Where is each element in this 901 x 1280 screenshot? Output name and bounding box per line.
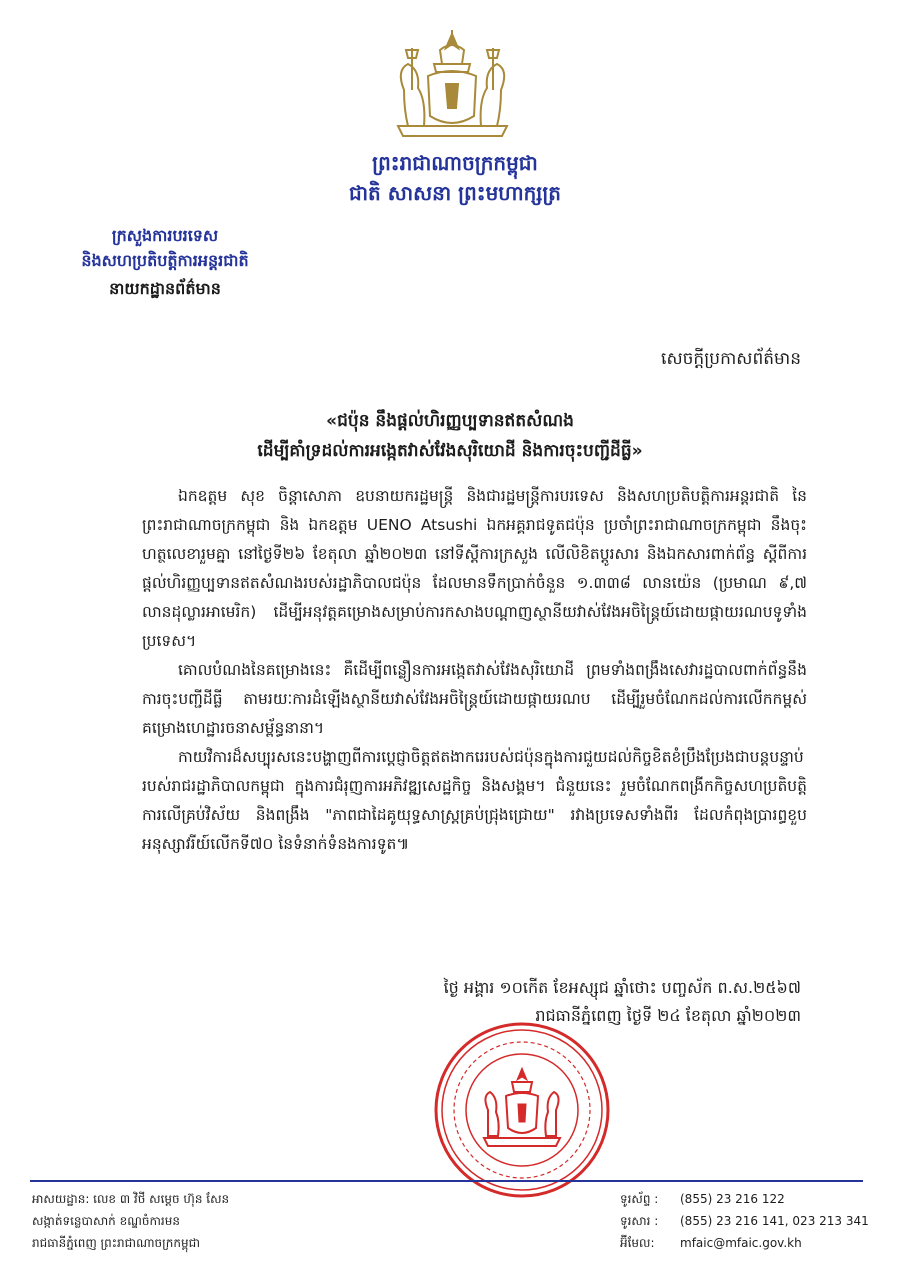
gregorian-date: រាជធានីភ្នំពេញ ថ្ងៃទី ២៤ ខែតុលា ឆ្នាំ២០២៣ — [535, 1006, 801, 1025]
email-address: mfaic@mfaic.gov.kh — [680, 1236, 802, 1250]
footer-contacts — [620, 1188, 869, 1254]
official-seal-icon — [432, 1020, 612, 1200]
phone-row — [620, 1188, 869, 1210]
lunar-date: ថ្ងៃ អង្គារ ១០កើត ខែអស្សុជ ឆ្នាំថោះ បញ្ចស័ក ព.ស.២៥៦៧ — [443, 978, 801, 997]
body-paragraph-1: ឯកឧត្តម សុខ ចិន្តាសោភា ឧបនាយករដ្ឋមន្ត្រី និងជារដ្ឋមន្ត្រីការបរទេស និងសហប្រតិបត្តិការអន្តរជាតិ នៃព្រះរាជាណាចក្រកម្ពុជា និង ឯកឧត្តម UENO Atsushi ឯកអគ្គរាជទូតជប៉ុន ប្រចាំព្រះរាជាណាចក្រកម្ពុជា នឹងចុះហត្ថលេខារួមគ្នា នៅថ្ងៃទី២៦ ខែតុលា ឆ្នាំ២០២៣ នៅទីស្តីការក្រសួង លើលិខិតប្តូរសារ និងឯកសារពាក់ព័ន្ធ ស្តីពីការផ្តល់ហិរញ្ញប្បទានឥតសំណងរបស់រដ្ឋាភិបាលជប៉ុន ដែលមានទឹកប្រាក់ចំនួន ១.៣៣៨ លានយ៉េន (ប្រមាណ ៩,៧ លានដុល្លារអាមេរិក) ដើម្បីអនុវត្តគម្រោងសម្រាប់ការកសាងបណ្តាញស្ថានីយវាស់វែងអចិន្ត្រៃយ៍ដោយផ្កាយរណបទូទាំងប្រទេស។ — [142, 487, 807, 650]
fax-number: (855) 23 216 141, 023 213 341 — [680, 1214, 869, 1228]
royal-emblem-icon — [390, 30, 515, 145]
ministry-name-line1: ក្រសួងការបរទេស — [111, 226, 219, 245]
address-line-3: រាជធានីភ្នំពេញ ព្រះរាជាណាចក្រកម្ពុជា — [32, 1236, 200, 1250]
fax-label: ទូរសារ : — [620, 1214, 659, 1228]
email-row — [620, 1232, 869, 1254]
kingdom-name: ព្រះរាជាណាចក្រកម្ពុជា — [372, 151, 538, 175]
fax-row — [620, 1210, 869, 1232]
document-type: សេចក្តីប្រកាសព័ត៌មាន — [661, 349, 801, 369]
ministry-name-line2: និងសហប្រតិបត្តិការអន្តរជាតិ — [81, 251, 249, 270]
press-release-body — [142, 482, 807, 859]
footer-divider — [30, 1180, 863, 1182]
phone-number: (855) 23 216 122 — [680, 1192, 785, 1206]
address-line-2: សង្កាត់ទន្លេបាសាក់ ខណ្ឌចំការមន — [32, 1214, 180, 1228]
press-release-title-line1: «ជប៉ុន នឹងផ្តល់ហិរញ្ញប្បទានឥតសំណង — [326, 411, 574, 431]
body-paragraph-3: កាយវិការដ៏សប្បុរសនេះបង្ហាញពីការប្តេជ្ញាចិត្តឥតងាករេរបស់ជប៉ុនក្នុងការជួយដល់កិច្ចខិតខំប្រឹងប្រែងជាបន្តបន្ទាប់របស់រាជរដ្ឋាភិបាលកម្ពុជា ក្នុងការជំរុញការអភិវឌ្ឍសេដ្ឋកិច្ច និងសង្គម។ ជំនួយនេះ រួមចំណែកពង្រីកកិច្ចសហប្រតិបត្តិការលើគ្រប់វិស័យ និងពង្រឹង "ភាពជាដៃគូយុទ្ធសាស្ត្រគ្រប់ជ្រុងជ្រោយ" រវាងប្រទេសទាំងពីរ ដែលកំពុងប្រារព្ធខួបអនុស្សាវរីយ៍លើកទី៧០ នៃទំនាក់ទំនងការទូត៕ — [142, 748, 807, 853]
phone-label: ទូរស័ព្ទ : — [620, 1192, 659, 1206]
email-label: អ៊ីមែល: — [620, 1236, 655, 1250]
department-name: នាយកដ្ឋានព័ត៌មាន — [109, 279, 221, 298]
body-paragraph-2: គោលបំណងនៃគម្រោងនេះ គឺដើម្បីពន្លឿនការអង្កេតវាស់វែងសុរិយោដី ព្រមទាំងពង្រឹងសេវារដ្ឋបាលពាក់ព័ន្ធនឹងការចុះបញ្ជីដីធ្លី តាមរយៈការដំឡើងស្ថានីយវាស់វែងអចិន្ត្រៃយ៍ដោយផ្កាយរណប ដើម្បីរួមចំណែកដល់ការលើកកម្ពស់គម្រោងហេដ្ឋារចនាសម្ព័ន្ធនានា។ — [142, 661, 807, 737]
address-line-1: អាសយដ្ឋាន: លេខ ៣ វិថី សម្តេច ហ៊ុន សែន — [32, 1192, 230, 1206]
footer-address — [32, 1188, 229, 1254]
press-release-title-line2: ដើម្បីគាំទ្រដល់ការអង្កេតវាស់វែងសុរិយោដី និងការចុះបញ្ជីដីធ្លី» — [257, 441, 643, 461]
national-motto: ជាតិ សាសនា ព្រះមហាក្សត្រ — [349, 181, 561, 205]
